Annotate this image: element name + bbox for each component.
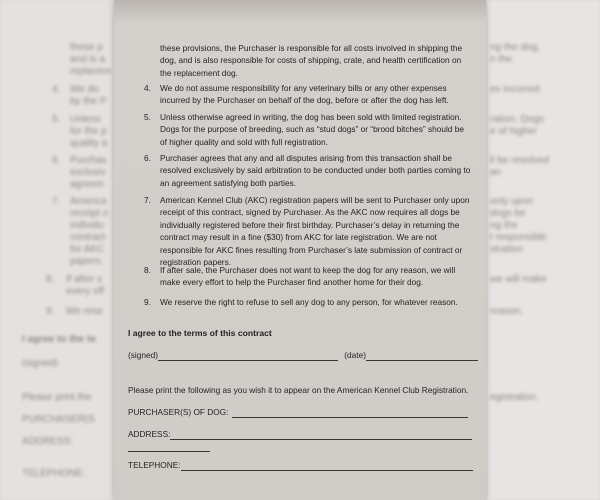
clause-number: 6.: [144, 153, 151, 163]
bg-text: Purchas: [70, 155, 107, 166]
bg-text: an: [490, 167, 502, 178]
clause-number: 9.: [144, 297, 151, 307]
purchaser-row: [128, 406, 468, 418]
bg-text: 9.: [46, 306, 55, 317]
clause-9: [144, 296, 472, 308]
clause-text: If after sale, the Purchaser does not want to keep the dog for any reason, we will make every effort to help the Purchaser find another home for their dog.: [160, 265, 456, 288]
telephone-line[interactable]: [181, 461, 473, 471]
background-left-page: [0, 0, 114, 500]
clause-text: We do not assume responsibility for any veterinary bills or any other expenses incurred by the Purchaser on behalf of the dog, before or after the dog has left.: [160, 83, 449, 106]
bg-text: If after s: [66, 274, 103, 285]
bg-text: and is a: [70, 54, 106, 65]
bg-text: stration: [490, 244, 523, 255]
bg-text: dogs be: [490, 208, 526, 219]
bg-text: (signed): [22, 358, 59, 369]
address-second-line-row: [128, 440, 210, 452]
clause-number: 4.: [144, 83, 151, 93]
bg-text: by the P: [70, 96, 107, 107]
clause-7: [144, 194, 472, 268]
bg-text: 7.: [52, 196, 61, 207]
clause-8: [144, 264, 472, 289]
clause-5: [144, 111, 472, 148]
bg-text: replacem: [70, 66, 112, 77]
bg-text: 8.: [46, 274, 55, 285]
bg-text: ADDRESS:: [22, 436, 74, 447]
bg-text: Please print the: [22, 392, 92, 403]
bg-text: t responsible: [490, 232, 547, 243]
background-right-page: [486, 0, 600, 500]
address-line[interactable]: [170, 430, 472, 440]
bg-text: only upon: [490, 196, 534, 207]
clause-4: [144, 82, 472, 107]
bg-text: ll be resolved: [490, 155, 549, 166]
purchaser-line[interactable]: [232, 408, 468, 418]
clause-text: Purchaser agrees that any and all disputes arising from this transaction shall be resolved exclusively by said arbitration to be conducted under both parties coming to an agreement satisfying both parties.: [160, 153, 471, 188]
clause-text: these provisions, the Purchaser is responsible for all costs involved in shipping the dog, and is also responsible for costs of shipping, crate, and health certification on the replacement dog.: [160, 43, 463, 78]
address-line-2[interactable]: [128, 442, 210, 452]
bg-text: We do: [70, 84, 99, 95]
bg-text: papers.: [70, 256, 104, 267]
bg-text: Unless: [70, 114, 101, 125]
bg-text: e of higher: [490, 126, 538, 137]
telephone-row: [128, 459, 473, 471]
bg-text: 6.: [52, 155, 61, 166]
clause-number: 5.: [144, 112, 151, 122]
clause-number: 7.: [144, 195, 151, 205]
bg-text: ration. Dogs: [490, 114, 544, 125]
bg-text: contract: [70, 232, 106, 243]
bg-text: agreem: [70, 179, 104, 190]
address-row: [128, 428, 472, 440]
page-shadow: [114, 0, 486, 24]
purchaser-label: PURCHASER(S) OF DOG:: [128, 407, 229, 417]
bg-text: egistration.: [490, 392, 539, 403]
bg-text: quality a: [70, 138, 108, 149]
date-line[interactable]: [366, 351, 478, 361]
clause-6: [144, 152, 472, 189]
bg-text: TELEPHONE:: [22, 468, 86, 479]
clause-continuation: [160, 42, 472, 79]
bg-text: America: [70, 196, 107, 207]
bg-text: exclusiv: [70, 167, 106, 178]
bg-text: for AKC: [70, 244, 105, 255]
bg-text: for the p: [70, 126, 107, 137]
print-instruction: Please print the following as you wish it to appear on the American Kennel Club Registration.: [128, 385, 469, 395]
address-label: ADDRESS:: [128, 429, 171, 439]
bg-text: ng the dog,: [490, 42, 541, 53]
signature-line[interactable]: [158, 351, 338, 361]
bg-text: receipt o: [70, 208, 109, 219]
bg-text: we will make: [490, 274, 547, 285]
signature-row: [128, 349, 478, 361]
bg-text: 5.: [52, 114, 61, 125]
date-label: (date): [344, 350, 366, 360]
clause-text: We reserve the right to refuse to sell any dog to any person, for whatever reason.: [160, 297, 458, 307]
bg-text: n the: [490, 54, 513, 65]
telephone-label: TELEPHONE:: [128, 460, 181, 470]
bg-text: every eff: [66, 286, 105, 297]
bg-text: reason.: [490, 306, 524, 317]
bg-text: ng the: [490, 220, 518, 231]
bg-text: PURCHASER(S: [22, 414, 95, 425]
agree-heading: I agree to the terms of this contract: [128, 328, 272, 338]
bg-text: We rese: [66, 306, 104, 317]
bg-text: 4.: [52, 84, 61, 95]
clause-number: 8.: [144, 265, 151, 275]
clause-text: American Kennel Club (AKC) registration papers will be sent to Purchaser only upon receipt of this contract, signed by Purchaser. As the AKC now requires all dogs be individually registered before their first birthday. Purchaser’s delay in returning the contract may result in a fine ($30) from AKC for late registration. We are not responsible for AKC fines resulting from Purchaser’s late submission of contract or registration papers.: [160, 195, 470, 268]
clause-text: Unless otherwise agreed in writing, the dog has been sold with limited registration. Dogs for the purpose of breeding, such as “stud dogs” or “brood bitches” should be of higher quality and sold with full registration.: [160, 112, 464, 147]
bg-text: es incurred: [490, 84, 540, 95]
bg-text: individu: [70, 220, 104, 231]
bg-text: I agree to the te: [22, 334, 96, 345]
signed-label: (signed): [128, 350, 158, 360]
bg-text: these p: [70, 42, 103, 53]
contract-page: [114, 0, 486, 500]
